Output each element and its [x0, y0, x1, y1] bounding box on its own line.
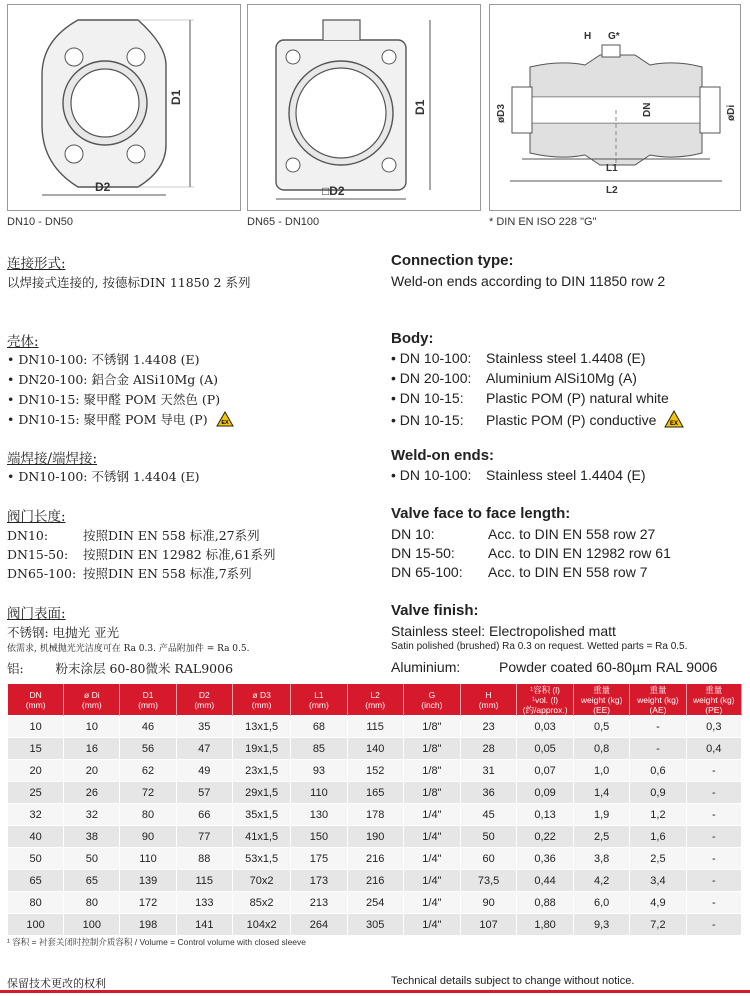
- table-cell: 62: [120, 760, 176, 782]
- table-cell: 100: [64, 914, 120, 936]
- l2-label: L2: [606, 185, 618, 196]
- en-length-heading: Valve face to face length:: [391, 505, 571, 522]
- table-cell: 45: [460, 804, 516, 826]
- table-cell: 100: [8, 914, 64, 936]
- table-cell: -: [686, 804, 741, 826]
- table-cell: 38: [64, 826, 120, 848]
- table-cell: 0,22: [517, 826, 574, 848]
- table-cell: 65: [64, 870, 120, 892]
- table-cell: 90: [460, 892, 516, 914]
- table-cell: 1/4": [403, 848, 460, 870]
- table-cell: 2,5: [630, 848, 686, 870]
- en-length-line: DN 15-50: Acc. to DIN EN 12982 row 61: [391, 545, 671, 561]
- table-cell: 175: [291, 848, 347, 870]
- table-cell: 32: [64, 804, 120, 826]
- table-cell: 0,36: [517, 848, 574, 870]
- table-cell: 0,6: [630, 760, 686, 782]
- table-row: [8, 870, 742, 892]
- h-label: H: [584, 31, 592, 42]
- cn-finish-alu: 铝: 粉末涂层 60-80微米 RAL9006: [7, 661, 234, 676]
- table-cell: 152: [347, 760, 403, 782]
- d2-label: □D2: [322, 184, 345, 198]
- figure-caption-1: DN10 - DN50: [7, 216, 74, 228]
- cn-connection-text: 以焊接式连接的, 按德标DIN 11850 2 系列: [7, 275, 251, 290]
- table-cell: -: [686, 870, 741, 892]
- d1-label: D1: [169, 89, 183, 105]
- oval-flange-drawing: [8, 5, 240, 210]
- g-label: G*: [608, 31, 620, 42]
- table-cell: 4,9: [630, 892, 686, 914]
- dimensions-table: [8, 684, 742, 935]
- table-cell: 198: [120, 914, 176, 936]
- en-finish-alu: Aluminium: Powder coated 60-80µm RAL 9006: [391, 659, 718, 675]
- cn-length-line: DN10: 按照DIN EN 558 标准,27系列: [7, 528, 260, 543]
- table-cell: 140: [347, 738, 403, 760]
- d1-label: D1: [413, 99, 427, 115]
- table-cell: 36: [460, 782, 516, 804]
- table-cell: 139: [120, 870, 176, 892]
- table-cell: 0,88: [517, 892, 574, 914]
- column-header: 重量 weight (kg) (EE): [573, 684, 629, 716]
- table-cell: 1/4": [403, 914, 460, 936]
- table-cell: 70x2: [232, 870, 290, 892]
- cn-length-line: DN65-100: 按照DIN EN 558 标准,7系列: [7, 566, 252, 581]
- en-body-line: • DN 10-15: Plastic POM (P) natural white: [391, 390, 669, 406]
- table-cell: 0,44: [517, 870, 574, 892]
- cn-body-line: • DN20-100: 鋁合金 AlSi10Mg (A): [7, 372, 218, 387]
- table-cell: 68: [291, 716, 347, 738]
- column-header: ø Di (mm): [64, 684, 120, 716]
- table-cell: -: [630, 716, 686, 738]
- table-cell: 15: [8, 738, 64, 760]
- table-cell: 1,6: [630, 826, 686, 848]
- table-cell: 0,09: [517, 782, 574, 804]
- ex-warning-icon: [216, 411, 234, 430]
- table-cell: 93: [291, 760, 347, 782]
- table-cell: 107: [460, 914, 516, 936]
- table-row: [8, 826, 742, 848]
- table-cell: 0,03: [517, 716, 574, 738]
- table-cell: 73,5: [460, 870, 516, 892]
- table-cell: 80: [8, 892, 64, 914]
- table-cell: 254: [347, 892, 403, 914]
- cn-body-line: • DN10-15: 聚甲醛 POM 天然色 (P): [7, 392, 221, 407]
- ex-warning-icon: [664, 410, 684, 431]
- table-cell: 7,2: [630, 914, 686, 936]
- table-cell: 4,2: [573, 870, 629, 892]
- table-cell: 178: [347, 804, 403, 826]
- table-cell: 77: [176, 826, 232, 848]
- column-header: 重量 weight (kg) (AE): [630, 684, 686, 716]
- footer-accent-line: [0, 990, 750, 993]
- di-label: øDi: [726, 104, 737, 121]
- table-cell: 60: [460, 848, 516, 870]
- table-cell: 216: [347, 870, 403, 892]
- table-cell: 40: [8, 826, 64, 848]
- table-cell: -: [686, 892, 741, 914]
- en-finish-note: Satin polished (brushed) Ra 0.3 on request. Wetted parts = Ra 0.5.: [391, 641, 688, 652]
- figure-dn65-dn100: [247, 4, 481, 211]
- table-header-row: [8, 684, 742, 716]
- table-cell: 72: [120, 782, 176, 804]
- cn-connection-heading: 连接形式:: [7, 256, 66, 272]
- cn-body-line: • DN10-100: 不锈钢 1.4408 (E): [7, 352, 200, 367]
- cn-finish-heading: 阀门表面:: [7, 606, 66, 622]
- table-cell: -: [686, 848, 741, 870]
- table-cell: 85x2: [232, 892, 290, 914]
- table-cell: 3,8: [573, 848, 629, 870]
- column-header: G (inch): [403, 684, 460, 716]
- en-body-line: • DN 10-15: Plastic POM (P) conductive EX: [391, 410, 684, 431]
- table-cell: 56: [120, 738, 176, 760]
- column-header: L2 (mm): [347, 684, 403, 716]
- en-finish-heading: Valve finish:: [391, 602, 479, 619]
- cn-finish-note: 依需求, 机械抛光光洁度可在 Ra 0.3. 产品附加件 = Ra 0.5.: [7, 644, 250, 654]
- table-footnote: ¹ 容积 = 衬套关闭时控制介质容积 / Volume = Control volume with closed sleeve: [7, 937, 307, 947]
- table-cell: 10: [8, 716, 64, 738]
- l1-label: L1: [606, 163, 618, 174]
- table-cell: 216: [347, 848, 403, 870]
- table-cell: 110: [291, 782, 347, 804]
- table-cell: 6,0: [573, 892, 629, 914]
- table-cell: 110: [120, 848, 176, 870]
- column-header: D2 (mm): [176, 684, 232, 716]
- table-cell: 2,5: [573, 826, 629, 848]
- en-weld-heading: Weld-on ends:: [391, 447, 495, 464]
- table-cell: 23: [460, 716, 516, 738]
- table-cell: 57: [176, 782, 232, 804]
- table-row: [8, 782, 742, 804]
- table-cell: 0,3: [686, 716, 741, 738]
- table-cell: 1,4: [573, 782, 629, 804]
- svg-text:EX: EX: [220, 420, 229, 426]
- table-cell: 115: [347, 716, 403, 738]
- table-cell: 88: [176, 848, 232, 870]
- cn-weld-heading: 端焊接/端焊接:: [7, 451, 98, 467]
- table-row: [8, 716, 742, 738]
- table-cell: 115: [176, 870, 232, 892]
- svg-text:EX: EX: [670, 421, 679, 427]
- table-cell: 50: [8, 848, 64, 870]
- en-body-line: • DN 20-100: Aluminium AlSi10Mg (A): [391, 370, 637, 386]
- table-cell: 0,07: [517, 760, 574, 782]
- table-cell: 1/4": [403, 892, 460, 914]
- table-cell: 190: [347, 826, 403, 848]
- table-cell: 0,8: [573, 738, 629, 760]
- table-cell: 53x1,5: [232, 848, 290, 870]
- table-cell: 9,3: [573, 914, 629, 936]
- en-body-line: • DN 10-100: Stainless steel 1.4408 (E): [391, 350, 646, 366]
- column-header: H (mm): [460, 684, 516, 716]
- cn-length-heading: 阀门长度:: [7, 509, 66, 525]
- table-cell: 173: [291, 870, 347, 892]
- column-header: ø D3 (mm): [232, 684, 290, 716]
- table-cell: 3,4: [630, 870, 686, 892]
- en-connection-text: Weld-on ends according to DIN 11850 row 2: [391, 273, 666, 289]
- table-cell: 50: [64, 848, 120, 870]
- table-cell: 0,4: [686, 738, 741, 760]
- table-row: [8, 804, 742, 826]
- table-cell: 172: [120, 892, 176, 914]
- table-cell: 19x1,5: [232, 738, 290, 760]
- table-cell: 1/8": [403, 716, 460, 738]
- table-row: [8, 848, 742, 870]
- d2-label: D2: [95, 180, 111, 194]
- figure-caption-2: DN65 - DN100: [247, 216, 320, 228]
- footer-en: Technical details subject to change without notice.: [391, 975, 635, 987]
- square-flange-drawing: [248, 5, 480, 210]
- table-cell: 25: [8, 782, 64, 804]
- table-cell: 41x1,5: [232, 826, 290, 848]
- table-cell: 32: [8, 804, 64, 826]
- column-header: 重量 weight (kg) (PE): [686, 684, 741, 716]
- table-cell: 35: [176, 716, 232, 738]
- table-cell: 1/8": [403, 760, 460, 782]
- table-cell: 264: [291, 914, 347, 936]
- table-cell: 0,5: [573, 716, 629, 738]
- table-cell: -: [686, 826, 741, 848]
- cn-body-line-text: • DN10-15: 聚甲醛 POM 导电 (P): [7, 412, 208, 427]
- table-cell: 85: [291, 738, 347, 760]
- table-cell: 46: [120, 716, 176, 738]
- table-cell: 26: [64, 782, 120, 804]
- table-cell: 0,05: [517, 738, 574, 760]
- table-cell: 16: [64, 738, 120, 760]
- table-cell: 0,13: [517, 804, 574, 826]
- table-cell: 213: [291, 892, 347, 914]
- table-cell: 1,2: [630, 804, 686, 826]
- table-cell: 0,9: [630, 782, 686, 804]
- table-cell: 20: [64, 760, 120, 782]
- table-cell: 28: [460, 738, 516, 760]
- table-cell: 50: [460, 826, 516, 848]
- en-length-line: DN 10: Acc. to DIN EN 558 row 27: [391, 526, 656, 542]
- table-row: [8, 738, 742, 760]
- table-cell: 35x1,5: [232, 804, 290, 826]
- table-row: [8, 892, 742, 914]
- en-connection-heading: Connection type:: [391, 252, 514, 269]
- table-cell: 23x1,5: [232, 760, 290, 782]
- table-cell: 133: [176, 892, 232, 914]
- cn-length-line: DN15-50: 按照DIN EN 12982 标准,61系列: [7, 547, 276, 562]
- table-cell: 13x1,5: [232, 716, 290, 738]
- en-weld-line: • DN 10-100: Stainless steel 1.4404 (E): [391, 467, 646, 483]
- table-cell: 80: [120, 804, 176, 826]
- en-finish-steel: Stainless steel: Electropolished matt: [391, 623, 616, 639]
- table-cell: 47: [176, 738, 232, 760]
- cn-finish-steel: 不锈钢: 电抛光 亚光: [7, 625, 120, 640]
- figure-caption-3: * DIN EN ISO 228 "G": [489, 216, 597, 228]
- table-cell: 1/4": [403, 826, 460, 848]
- column-header: L1 (mm): [291, 684, 347, 716]
- column-header: D1 (mm): [120, 684, 176, 716]
- table-cell: 1/8": [403, 782, 460, 804]
- table-row: [8, 760, 742, 782]
- section-drawing: [490, 5, 740, 210]
- footer-cn: 保留技术更改的权利: [7, 977, 106, 990]
- column-header: ¹容积 (l) ¹vol. (l) (约/approx.): [517, 684, 574, 716]
- table-row: [8, 914, 742, 936]
- table-cell: 165: [347, 782, 403, 804]
- table-cell: 80: [64, 892, 120, 914]
- table-cell: -: [686, 914, 741, 936]
- table-cell: -: [630, 738, 686, 760]
- figure-dn10-dn50: [7, 4, 241, 211]
- cn-body-line: [7, 410, 234, 430]
- table-cell: -: [686, 760, 741, 782]
- table-cell: 66: [176, 804, 232, 826]
- d3-label: øD3: [496, 104, 507, 123]
- table-cell: 90: [120, 826, 176, 848]
- column-header: DN (mm): [8, 684, 64, 716]
- cn-weld-line: • DN10-100: 不锈钢 1.4404 (E): [7, 469, 200, 484]
- table-body: [8, 716, 742, 936]
- table-cell: 20: [8, 760, 64, 782]
- table-cell: 1/4": [403, 870, 460, 892]
- en-body-heading: Body:: [391, 330, 434, 347]
- table-cell: 1,9: [573, 804, 629, 826]
- cn-body-heading: 壳体:: [7, 334, 39, 350]
- table-cell: 130: [291, 804, 347, 826]
- table-cell: 1,0: [573, 760, 629, 782]
- table-cell: 141: [176, 914, 232, 936]
- table-cell: -: [686, 782, 741, 804]
- en-length-line: DN 65-100: Acc. to DIN EN 558 row 7: [391, 564, 648, 580]
- table-cell: 1,80: [517, 914, 574, 936]
- table-cell: 150: [291, 826, 347, 848]
- dn-label: DN: [642, 102, 653, 117]
- table-cell: 1/4": [403, 804, 460, 826]
- table-cell: 1/8": [403, 738, 460, 760]
- table-cell: 104x2: [232, 914, 290, 936]
- table-cell: 29x1,5: [232, 782, 290, 804]
- table-cell: 65: [8, 870, 64, 892]
- table-cell: 49: [176, 760, 232, 782]
- figure-section-view: [489, 4, 741, 211]
- table-cell: 10: [64, 716, 120, 738]
- table-cell: 305: [347, 914, 403, 936]
- table-cell: 31: [460, 760, 516, 782]
